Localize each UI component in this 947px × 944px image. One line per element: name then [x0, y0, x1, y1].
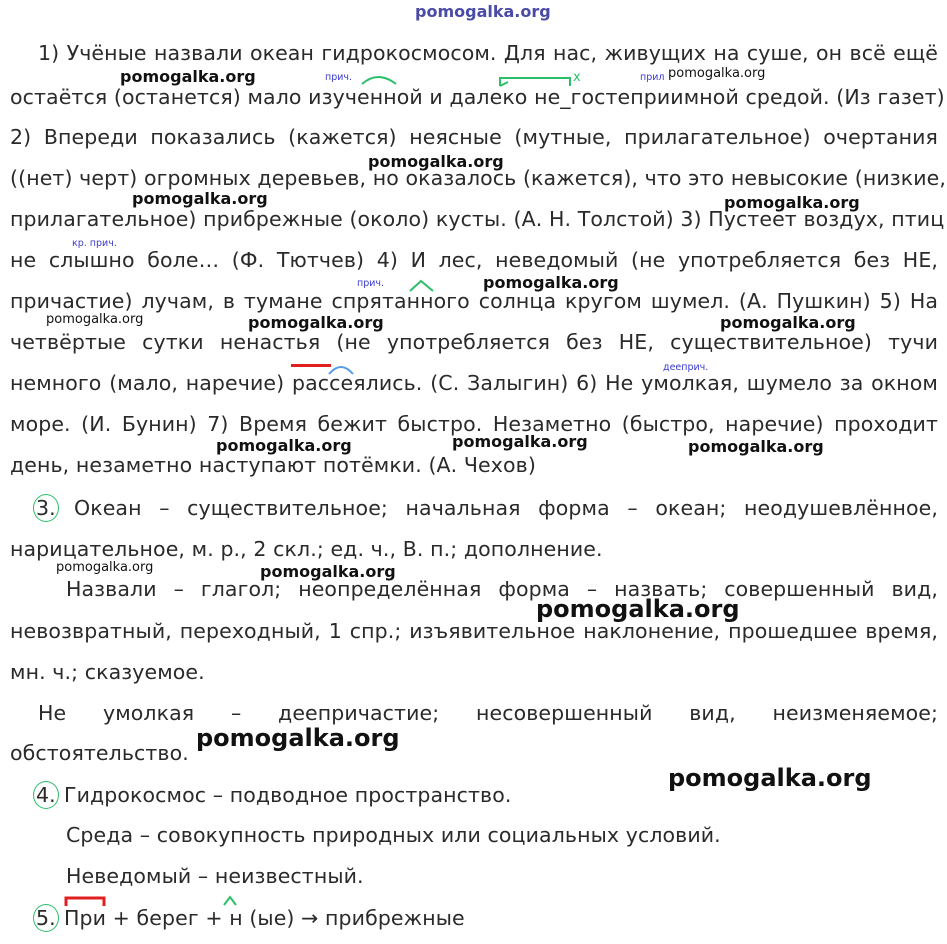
text-line-22: При + берег + н (ые) → прибрежные	[64, 906, 465, 930]
watermark: pomogalka.org	[688, 437, 824, 456]
watermark: pomogalka.org	[216, 436, 352, 455]
text-line-19: Гидрокосмос – подводное пространство.	[64, 783, 512, 807]
text-line-18: обстоятельство.	[10, 741, 189, 765]
text-line-9: немного (мало, наречие) рассеялись. (С. Залыгин) 6) Не умолкая, шумело за окном	[10, 371, 938, 395]
watermark: pomogalka.org	[368, 152, 504, 171]
text-line-3: 2) Впереди показались (кажется) неясные (мутные, прилагательное) очертания	[10, 125, 938, 149]
prefix-mark-icon	[291, 364, 331, 367]
watermark: pomogalka.org	[120, 67, 256, 86]
task-number-3: 3.	[36, 496, 56, 520]
watermark: pomogalka.org	[536, 595, 740, 623]
watermark: pomogalka.org	[668, 764, 872, 792]
text-line-6: не слышно боле… (Ф. Тютчев) 4) И лес, неведомый (не употребляется без НЕ,	[10, 248, 938, 272]
text-line-4: ((нет) черт) огромных деревьев, но оказалось (кажется), что это невысокие (низкие,	[10, 166, 947, 190]
text-line-11: день, незаметно наступают потёмки. (А. Чехов)	[10, 453, 536, 477]
text-line-12: Океан – существительное; начальная форма – океан; неодушевлённое,	[74, 496, 938, 520]
root-mark-icon	[360, 72, 400, 86]
text-line-10: море. (И. Бунин) 7) Время бежит быстро. Незаметно (быстро, наречие) проходит	[10, 412, 938, 436]
text-line-13: нарицательное, м. р., 2 скл.; ед. ч., В. п.; дополнение.	[10, 537, 603, 561]
watermark: pomogalka.org	[46, 312, 144, 327]
watermark: pomogalka.org	[724, 193, 860, 212]
watermark: pomogalka.org	[668, 66, 766, 81]
text-line-5: прилагательное) прибрежные (около) кусты. (А. Н. Толстой) 3) Пустеет воздух, птиц	[10, 207, 945, 231]
suffix-mark-icon	[498, 74, 574, 88]
text-line-8: четвёртые сутки ненастья (не употребляется без НЕ, существительное) тучи	[10, 330, 938, 354]
annotation-x: x	[573, 70, 581, 85]
annotation-prich-2: прич.	[357, 278, 385, 289]
text-line-2: остаётся (останется) мало изученной и далеко не_гостеприимной средой. (Из газет)	[10, 85, 945, 109]
watermark: pomogalka.org	[56, 560, 154, 575]
text-line-17: Не умолкая – деепричастие; несовершенный вид, неизменяемое;	[38, 701, 938, 725]
top-watermark: pomogalka.org	[415, 2, 551, 21]
text-line-21: Неведомый – неизвестный.	[66, 864, 364, 888]
task-number-4: 4.	[36, 783, 56, 807]
watermark: pomogalka.org	[132, 189, 268, 208]
prefix-mark-icon	[64, 896, 108, 908]
text-line-7: причастие) лучам, в тумане спрятанного солнца кругом шумел. (А. Пушкин) 5) На	[10, 289, 938, 313]
watermark: pomogalka.org	[196, 724, 400, 752]
text-line-15: невозвратный, переходный, 1 спр.; изъявительное наклонение, прошедшее время,	[10, 619, 938, 643]
watermark: pomogalka.org	[452, 432, 588, 451]
text-line-1: 1) Учёные назвали океан гидрокосмосом. Для нас, живущих на суше, он всё ещё	[38, 41, 938, 65]
annotation-pril: прил	[640, 72, 665, 83]
task-number-5: 5.	[36, 906, 56, 930]
watermark: pomogalka.org	[260, 562, 396, 581]
annotation-prich: прич.	[325, 72, 353, 83]
watermark: pomogalka.org	[248, 313, 384, 332]
annotation-deeprich: дееприч.	[663, 362, 709, 373]
root-mark-icon	[408, 279, 436, 293]
text-line-16: мн. ч.; сказуемое.	[10, 660, 205, 684]
text-line-14: Назвали – глагол; неопределённая форма – назвать; совершенный вид,	[66, 577, 938, 601]
text-line-20: Среда – совокупность природных или социальных условий.	[66, 823, 721, 847]
annotation-kr-prich: кр. прич.	[72, 238, 117, 249]
watermark: pomogalka.org	[483, 273, 619, 292]
root-mark-icon	[222, 895, 238, 907]
root-mark-icon	[327, 362, 357, 376]
watermark: pomogalka.org	[720, 313, 856, 332]
